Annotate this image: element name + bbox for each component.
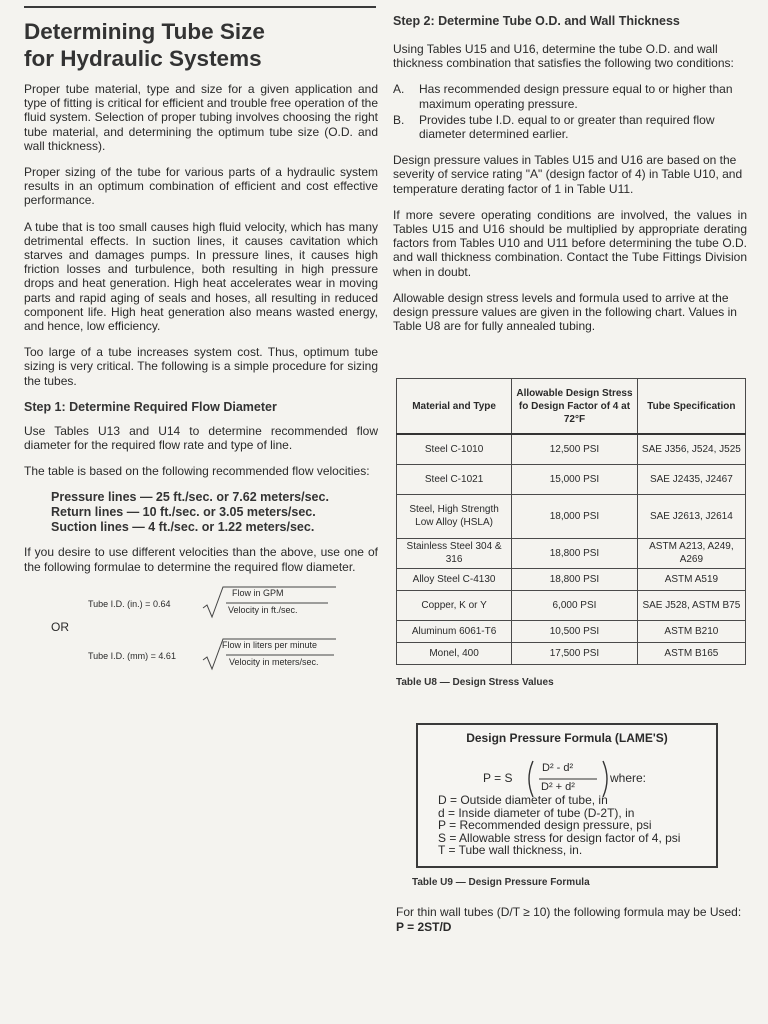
table-u8-caption: Table U8 — Design Stress Values — [396, 677, 554, 688]
table-cell: Monel, 400 — [397, 642, 512, 664]
step2-heading: Step 2: Determine Tube O.D. and Wall Thickness — [393, 14, 680, 28]
step1-heading: Step 1: Determine Required Flow Diameter — [24, 399, 277, 414]
table-cell: ASTM A213, A249, A269 — [637, 538, 745, 568]
definition-item: T = Tube wall thickness, in. — [438, 843, 583, 857]
table-u9-caption: Table U9 — Design Pressure Formula — [412, 877, 590, 888]
conditions-list — [393, 82, 747, 141]
condition-b-text: Provides tube I.D. equal to or greater than required flow diameter determined earlier. — [419, 112, 715, 142]
formulae-intro: If you desire to use different velocities than the above, use one of the following formulae to determine the required flow diameter. — [24, 545, 378, 574]
intro-paragraph: Proper tube material, type and size for a given application and type of fitting is critical for efficient and trouble free operation of the fluid system. Selection of proper tubing involves choosing the right tube material, and determining the optimum tube size (O.D. and wall thickness). — [24, 82, 378, 153]
title-line-1: Determining Tube Size — [24, 19, 265, 44]
velocities-intro: The table is based on the following recommended flow velocities: — [24, 464, 370, 479]
table-row — [397, 464, 746, 494]
table-cell: SAE J528, ASTM B75 — [637, 590, 745, 620]
step1-paragraph: Use Tables U13 and U14 to determine recommended flow diameter for the required flow rate and type of line. — [24, 423, 378, 453]
condition-b — [393, 113, 747, 141]
table-cell: ASTM A519 — [637, 568, 745, 590]
header-stress: Allowable Design Stress fo Design Factor of 4 at 72°F — [512, 379, 638, 435]
table-cell: SAE J2613, J2614 — [637, 494, 745, 538]
table-cell: 17,500 PSI — [512, 642, 638, 664]
table-row — [397, 590, 746, 620]
table-cell: SAE J356, J524, J525 — [637, 434, 745, 464]
table-cell: Steel C-1021 — [397, 464, 512, 494]
table-cell: Steel, High Strength Low Alloy (HSLA) — [397, 494, 512, 538]
table-row — [397, 434, 746, 464]
formula-inches-numerator: Flow in GPM — [232, 587, 284, 598]
definition-item: D = Outside diameter of tube, in — [438, 793, 608, 807]
page-title — [24, 18, 378, 72]
table-row — [397, 494, 746, 538]
table-cell: ASTM B210 — [637, 620, 745, 642]
formula-mm-numerator: Flow in liters per minute — [222, 639, 318, 650]
formula-box-title: Design Pressure Formula (LAME'S) — [466, 731, 668, 745]
definitions-list — [438, 794, 680, 857]
table-cell: 10,500 PSI — [512, 620, 638, 642]
thin-wall-note — [396, 905, 746, 934]
equation-lhs: P = S — [483, 771, 513, 785]
table-cell: Stainless Steel 304 & 316 — [397, 538, 512, 568]
table-cell: Steel C-1010 — [397, 434, 512, 464]
table-header-row — [397, 379, 746, 435]
equation-where: where: — [610, 771, 647, 785]
table-cell: 18,000 PSI — [512, 494, 638, 538]
or-label: OR — [51, 619, 69, 634]
velocity-list — [51, 490, 378, 535]
small-tube-paragraph: A tube that is too small causes high fluid velocity, which has many detrimental effects. In suction lines, it causes cavitation which starves and damages pumps. In pressure lines, it causes high friction losses and turbulence, both resulting in high pressure drops and heat generation. High heat accelerates wear in moving parts and rapid aging of seals and hoses, all resulting in reduced component life. High heat generation also means wasted energy, and hence, low efficiency. — [24, 219, 378, 334]
table-cell: 18,800 PSI — [512, 568, 638, 590]
condition-a-text: Has recommended design pressure equal to or higher than maximum operating pressure. — [419, 82, 733, 111]
thin-wall-formula: P = 2ST/D — [396, 919, 452, 934]
definition-item: P = Recommended design pressure, psi — [438, 818, 652, 832]
table-row — [397, 642, 746, 664]
sizing-paragraph: Proper sizing of the tube for various parts of a hydraulic system results in an optimum combination of efficient and cost effective performance. — [24, 165, 378, 208]
header-material: Material and Type — [397, 379, 512, 435]
large-tube-paragraph: Too large of a tube increases system cost. Thus, optimum tube sizing is very critical. The following is a simple procedure for sizing the tubes. — [24, 345, 378, 388]
formula-mm-denominator: Velocity in meters/sec. — [229, 656, 319, 667]
table-cell: 18,800 PSI — [512, 538, 638, 568]
velocity-suction: Suction lines — 4 ft./sec. or 1.22 meters/sec. — [51, 520, 315, 535]
table-cell: Aluminum 6061-T6 — [397, 620, 512, 642]
right-column — [393, 14, 747, 345]
table-row — [397, 568, 746, 590]
step2-paragraph: Using Tables U15 and U16, determine the tube O.D. and wall thickness combination that satisfies the following two conditions: — [393, 42, 734, 71]
definition-item: S = Allowable stress for design factor of 4, psi — [438, 830, 681, 845]
equation-denominator: D² + d² — [541, 781, 575, 793]
velocity-pressure: Pressure lines — 25 ft./sec. or 7.62 meters/sec. — [51, 490, 329, 505]
table-cell: ASTM B165 — [637, 642, 745, 664]
table-row — [397, 538, 746, 568]
equation-numerator: D² - d² — [542, 762, 574, 774]
table-cell: 6,000 PSI — [512, 590, 638, 620]
design-pressure-paragraph: Design pressure values in Tables U15 and U16 are based on the severity of service rating "A" (design factor of 4) in Table U10, and temperature derating factor of 1 in Table U11. — [393, 153, 743, 196]
condition-b-marker: B. — [393, 112, 405, 127]
left-column — [24, 18, 378, 672]
thin-wall-text: For thin wall tubes (D/T ≥ 10) the following formula may be Used: — [396, 905, 742, 919]
formula-mm — [24, 638, 378, 672]
title-line-2: for Hydraulic Systems — [24, 46, 262, 71]
definition-item: d = Inside diameter of tube (D-2T), in — [438, 805, 635, 820]
formula-inches — [24, 586, 378, 620]
formula-mm-lhs: Tube I.D. (mm) = 4.61 — [88, 650, 176, 661]
table-cell: 15,000 PSI — [512, 464, 638, 494]
formula-inches-denominator: Velocity in ft./sec. — [228, 604, 298, 615]
design-stress-table — [396, 378, 746, 665]
table-cell: Copper, K or Y — [397, 590, 512, 620]
top-rule — [24, 6, 376, 8]
table-cell: SAE J2435, J2467 — [637, 464, 745, 494]
condition-a — [393, 82, 747, 110]
condition-a-marker: A. — [393, 82, 405, 97]
table-cell: Alloy Steel C-4130 — [397, 568, 512, 590]
table-cell: 12,500 PSI — [512, 434, 638, 464]
severe-conditions-paragraph: If more severe operating conditions are involved, the values in Tables U15 and U16 should be multiplied by appropriate derating factors from Tables U10 and U11 before determining the tube O.D. and wall thickness combination. Contact the Tube Fittings Division when in doubt. — [393, 207, 747, 279]
design-pressure-formula-box — [416, 723, 718, 868]
table-row — [397, 620, 746, 642]
velocity-return: Return lines — 10 ft./sec. or 3.05 meters/sec. — [51, 505, 316, 520]
header-specification: Tube Specification — [637, 379, 745, 435]
formula-inches-lhs: Tube I.D. (in.) = 0.64 — [88, 598, 171, 609]
allowable-stress-paragraph: Allowable design stress levels and formula used to arrive at the design pressure values are given in the following chart. Values in Table U8 are for fully annealed tubing. — [393, 290, 737, 334]
